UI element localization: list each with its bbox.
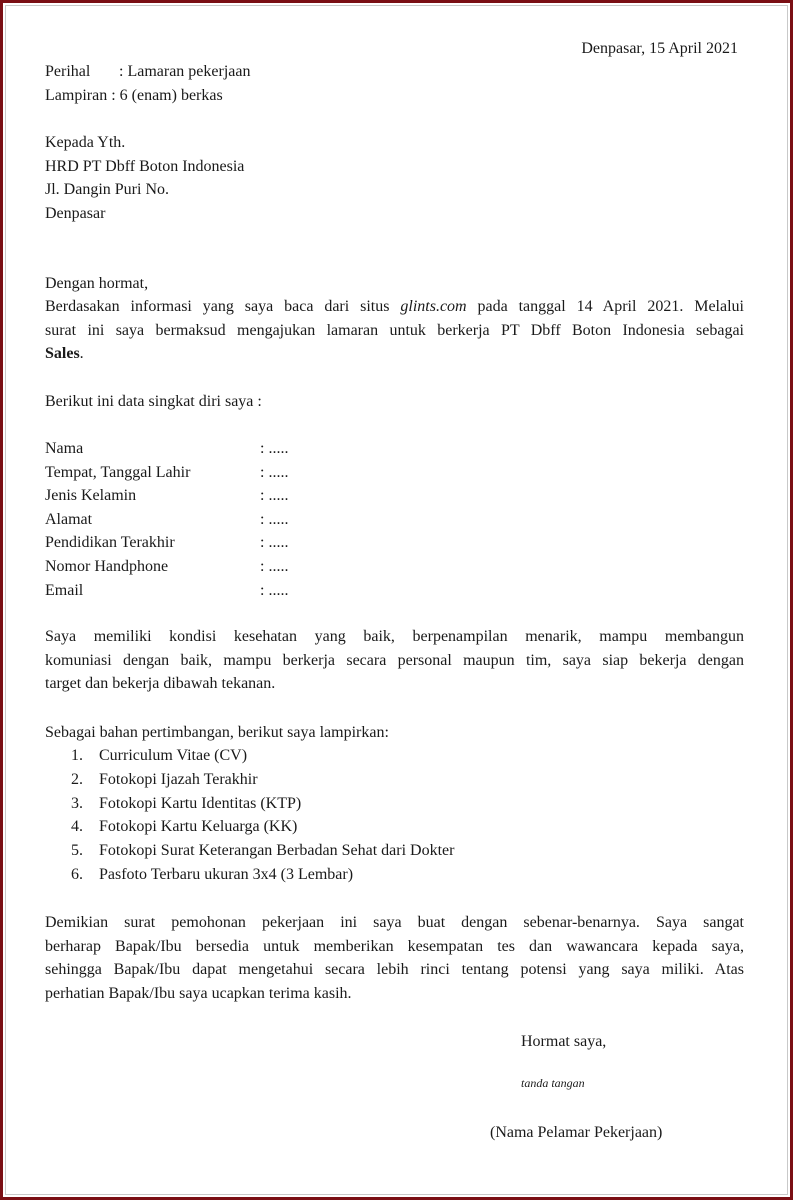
paragraph-line: Saya memiliki kondisi kesehatan yang baik, berpenampilan menarik, mampu membangun: [45, 628, 744, 645]
website-name: glints.com: [400, 298, 467, 315]
signature-placeholder: tanda tangan: [521, 1076, 585, 1090]
recipient-street: Jl. Dangin Puri No.: [45, 181, 169, 199]
paragraph-line: sehingga Bapak/Ibu dapat mengetahui secara lebih rinci tentang potensi yang saya miliki. Atas: [45, 961, 744, 979]
recipient-company: HRD PT Dbff Boton Indonesia: [45, 157, 245, 175]
data-intro: Berikut ini data singkat diri saya :: [45, 393, 262, 410]
list-text: Pasfoto Terbaru ukuran 3x4 (3 Lembar): [99, 865, 354, 883]
paragraph-line: [45, 295, 744, 319]
list-text: Fotokopi Kartu Identitas (KTP): [99, 794, 302, 812]
recipient-greeting: Kepada Yth.: [45, 134, 126, 151]
paragraph-line: surat ini saya bermaksud mengajukan lamaran untuk berkerja PT Dbff Boton Indonesia sebagai: [45, 321, 744, 339]
data-label: Pendidikan Terakhir: [45, 534, 175, 552]
data-value: : .....: [260, 463, 289, 481]
attachments-list: [71, 744, 454, 887]
job-position: Sales: [45, 345, 80, 363]
paragraph-line: Demikian surat pemohonan pekerjaan ini saya buat dengan sebenar-benarnya. Saya sangat: [45, 914, 744, 931]
list-text: Curriculum Vitae (CV): [99, 747, 248, 764]
data-row: [45, 579, 288, 603]
text-segment: Berdasakan informasi yang saya baca dari situs: [45, 298, 401, 315]
data-label: Jenis Kelamin: [45, 487, 137, 505]
data-label: Email: [45, 581, 84, 599]
attachment-label: Lampiran: [45, 86, 108, 104]
data-value: : .....: [260, 440, 289, 457]
data-value: : .....: [260, 487, 289, 505]
subject-label: Perihal: [45, 63, 91, 80]
paragraph-line: berharap Bapak/Ibu bersedia untuk memberikan kesempatan tes dan wawancara kepada saya,: [45, 937, 744, 955]
paragraph-line: perhatian Bapak/Ibu saya ucapkan terima kasih.: [45, 984, 352, 1002]
attachments-intro: Sebagai bahan pertimbangan, berikut saya lampirkan:: [45, 724, 389, 741]
paragraph-line: [45, 342, 744, 366]
list-item: [71, 839, 454, 863]
list-item: [71, 863, 454, 887]
paragraph-line: komuniasi dengan baik, mampu berkerja secara personal maupun tim, saya siap bekerja dengan: [45, 651, 744, 669]
data-value: : .....: [260, 510, 289, 528]
recipient-block: [45, 131, 244, 225]
data-row: [45, 531, 288, 555]
attachment-row: [45, 84, 250, 108]
list-item: [71, 815, 454, 839]
signature-closing: Hormat saya,: [521, 1033, 607, 1050]
paragraph-qualifications: [45, 625, 744, 696]
attachment-value: : 6 (enam) berkas: [111, 86, 223, 104]
letter-meta: [45, 60, 250, 107]
data-value: : .....: [260, 534, 289, 552]
personal-data-table: [45, 437, 288, 602]
list-number: 3.: [71, 794, 83, 812]
letter-date: Denpasar, 15 April 2021: [581, 40, 738, 57]
applicant-name-placeholder: (Nama Pelamar Pekerjaan): [490, 1124, 663, 1141]
recipient-city: Denpasar: [45, 204, 106, 222]
data-row: [45, 437, 288, 461]
list-item: [71, 792, 454, 816]
data-value: : .....: [260, 557, 289, 575]
list-item: [71, 744, 454, 768]
salutation: Dengan hormat,: [45, 275, 149, 292]
list-number: 2.: [71, 770, 83, 788]
list-number: 1.: [71, 747, 83, 764]
data-label: Nomor Handphone: [45, 557, 169, 575]
paragraph-line: target dan bekerja dibawah tekanan.: [45, 675, 276, 693]
text-segment: pada tanggal 14 April 2021. Melalui: [466, 298, 744, 315]
subject-value: : Lamaran pekerjaan: [119, 63, 251, 80]
text-segment: .: [79, 345, 84, 363]
paragraph-closing: [45, 911, 744, 1005]
list-number: 4.: [71, 818, 83, 836]
list-text: Fotokopi Kartu Keluarga (KK): [99, 818, 298, 836]
paragraph-intro: [45, 295, 744, 366]
subject-row: [45, 60, 250, 84]
data-row: [45, 555, 288, 579]
data-row: [45, 508, 288, 532]
list-text: Fotokopi Ijazah Terakhir: [99, 770, 258, 788]
data-row: [45, 484, 288, 508]
data-label: Tempat, Tanggal Lahir: [45, 463, 191, 481]
list-text: Fotokopi Surat Keterangan Berbadan Sehat dari Dokter: [99, 842, 455, 860]
list-item: [71, 768, 454, 792]
data-label: Nama: [45, 440, 84, 457]
list-number: 5.: [71, 842, 83, 860]
data-row: [45, 461, 288, 485]
data-value: : .....: [260, 581, 289, 599]
list-number: 6.: [71, 865, 83, 883]
data-label: Alamat: [45, 510, 93, 528]
